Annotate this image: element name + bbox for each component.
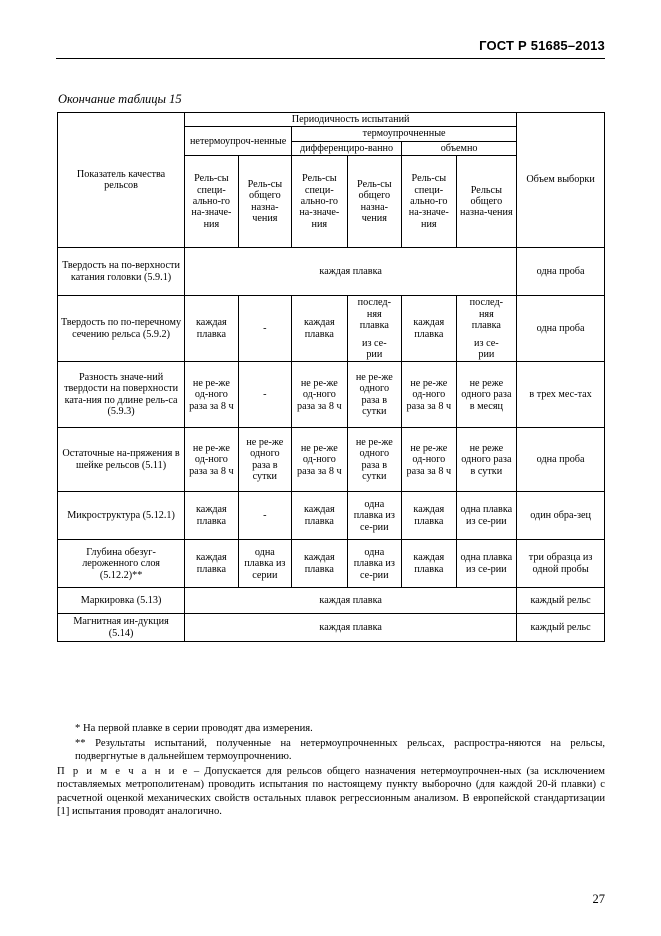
row-cell: не ре-же од-ного раза за 8 ч — [402, 428, 456, 492]
row-cell: одна плавка из се-рии — [456, 540, 517, 588]
row-label: Глубина обезуг-лероженного слоя (5.12.2)** — [58, 540, 185, 588]
table-row — [58, 248, 605, 296]
row-label: Разность значе-ний твердости на поверхности ката-ния по длине рель-са (5.9.3) — [58, 362, 185, 428]
row-cell: одна плавка из серии — [238, 540, 291, 588]
header-cell-special-1: Рель-сы специ-ально-го на-значе-ния — [185, 156, 238, 248]
row-merged-value: каждая плавка — [185, 588, 517, 614]
row-cell: не реже одного раза в месяц — [456, 362, 517, 428]
row-cell: не ре-же од-ного раза за 8 ч — [402, 362, 456, 428]
header-divider — [56, 58, 605, 59]
row-cell: - — [238, 362, 291, 428]
row-sample-volume: один обра-зец — [517, 492, 605, 540]
row-cell: не ре-же одного раза в сутки — [238, 428, 291, 492]
row-cell: каждая плавка — [185, 540, 238, 588]
row-cell: - — [238, 296, 291, 362]
row-label: Твердость на по-верхности катания головки (5.9.1) — [58, 248, 185, 296]
row-cell: не реже одного раза в сутки — [456, 428, 517, 492]
table-row — [58, 492, 605, 540]
row-merged-value: каждая плавка — [185, 614, 517, 642]
row-cell: каждая плавка — [402, 540, 456, 588]
row-cell: каждая плавка — [402, 296, 456, 362]
row-cell: каждая плавка — [292, 492, 348, 540]
row-sample-volume: в трех мес-тах — [517, 362, 605, 428]
header-cell-special-3: Рель-сы специ-ально-го на-значе-ния — [402, 156, 456, 248]
table-row — [58, 296, 605, 362]
note-remark-text: – Допускается для рельсов общего назначения нетермоупрочнен-ных (за исключением поставляемых метрополитенам) проводить испытания по настоящему пункту выборочно (для каждой 20-й плавки) с расчетной оценкой механических свойств остальных плавок регрессионным анализом. В европейской стандартизации [1] испытания проводят аналогично. — [57, 765, 605, 818]
quality-indicators-table — [57, 112, 605, 642]
header-cell-sample-volume: Объем выборки — [517, 113, 605, 248]
header-cell-differentiated: дифференциро-ванно — [292, 141, 402, 155]
row-merged-value: каждая плавка — [185, 248, 517, 296]
table-notes — [57, 722, 605, 820]
table-row — [58, 540, 605, 588]
row-cell: не ре-же од-ного раза за 8 ч — [292, 362, 348, 428]
page-header-standard: ГОСТ Р 51685–2013 — [479, 38, 605, 53]
page-number: 27 — [592, 892, 605, 906]
row-label: Микроструктура (5.12.1) — [58, 492, 185, 540]
row-cell: каждая плавка — [185, 296, 238, 362]
row-cell: одна плавка из се-рии — [456, 492, 517, 540]
header-cell-volumetric: объемно — [402, 141, 517, 155]
row-cell: не ре-же одного раза в сутки — [347, 428, 401, 492]
row-label: Маркировка (5.13) — [58, 588, 185, 614]
header-cell-special-2: Рель-сы специ-ально-го на-значе-ния — [292, 156, 348, 248]
row-cell: не ре-же од-ного раза за 8 ч — [185, 362, 238, 428]
note-remark — [57, 765, 605, 819]
row-sample-volume: каждый рельс — [517, 588, 605, 614]
table-row — [58, 614, 605, 642]
row-label: Твердость по по-перечному сечению рельса (5.9.2) — [58, 296, 185, 362]
row-sample-volume: одна проба — [517, 428, 605, 492]
header-cell-nonhardened: нетермоупроч-ненные — [185, 127, 292, 156]
note-asterisk-2: ** Результаты испытаний, полученные на нетермоупрочненных рельсах, распростра-няются на рельсы, подвергнутые в дальнейшем термоупрочнению. — [75, 737, 605, 763]
row-label: Остаточные на-пряжения в шейке рельсов (5.11) — [58, 428, 185, 492]
header-cell-general-3: Рельсы общего назна-чения — [456, 156, 517, 248]
row-cell-split: послед- няя плавка из се- рии — [347, 296, 401, 362]
row-cell: каждая плавка — [185, 492, 238, 540]
row-cell: одна плавка из се-рии — [347, 540, 401, 588]
row-cell: - — [238, 492, 291, 540]
table-row — [58, 588, 605, 614]
header-cell-periodicity: Периодичность испытаний — [185, 113, 517, 127]
row-cell-split: послед- няя плавка из се- рии — [456, 296, 517, 362]
header-cell-hardened: термоупрочненные — [292, 127, 517, 141]
row-cell: каждая плавка — [292, 540, 348, 588]
table-caption: Окончание таблицы 15 — [58, 92, 182, 106]
row-sample-volume: одна проба — [517, 248, 605, 296]
row-sample-volume: каждый рельс — [517, 614, 605, 642]
row-cell: каждая плавка — [292, 296, 348, 362]
table-row — [58, 428, 605, 492]
row-sample-volume: три образца из одной пробы — [517, 540, 605, 588]
row-cell: одна плавка из се-рии — [347, 492, 401, 540]
row-cell: не ре-же од-ного раза за 8 ч — [292, 428, 348, 492]
header-cell-general-1: Рель-сы общего назна-чения — [238, 156, 291, 248]
table-header-row-1 — [58, 113, 605, 127]
header-cell-parameter: Показатель качества рельсов — [58, 113, 185, 248]
note-asterisk-1: * На первой плавке в серии проводят два измерения. — [75, 723, 313, 734]
note-remark-label: П р и м е ч а н и е — [57, 765, 189, 777]
row-label: Магнитная ин-дукция (5.14) — [58, 614, 185, 642]
row-cell: каждая плавка — [402, 492, 456, 540]
table-row — [58, 362, 605, 428]
header-cell-general-2: Рель-сы общего назна-чения — [347, 156, 401, 248]
row-cell: не ре-же од-ного раза за 8 ч — [185, 428, 238, 492]
row-sample-volume: одна проба — [517, 296, 605, 362]
row-cell: не ре-же одного раза в сутки — [347, 362, 401, 428]
